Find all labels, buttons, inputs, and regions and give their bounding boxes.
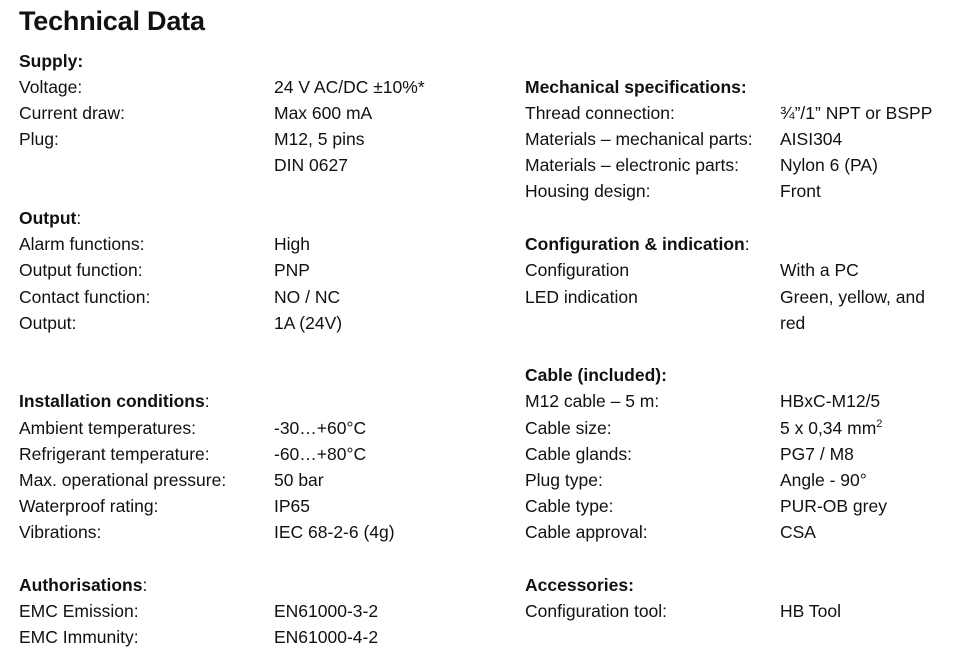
mechanical-heading: Mechanical specifications: — [525, 77, 747, 97]
cable-heading: Cable (included): — [525, 365, 667, 385]
installation-heading: Installation conditions: — [19, 391, 210, 411]
supply-heading: Supply: — [19, 51, 84, 71]
authorisations-heading: Authorisations: — [19, 575, 148, 595]
accessories-heading: Accessories: — [525, 575, 634, 595]
page-title: Technical Data — [19, 6, 205, 36]
output-heading: Output: — [19, 208, 82, 228]
configuration-heading: Configuration & indication: — [525, 234, 750, 254]
